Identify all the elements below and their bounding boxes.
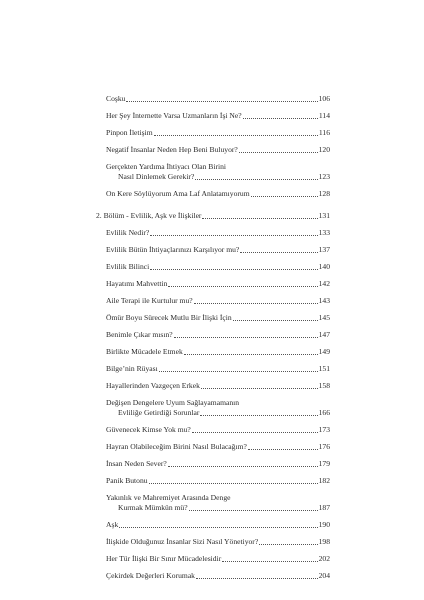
dot-leader	[222, 561, 317, 562]
dot-leader	[196, 578, 318, 579]
toc-entry	[106, 296, 330, 306]
toc-entry-page: 142	[318, 279, 330, 288]
dot-leader	[200, 415, 317, 416]
toc-entry-title: İlişkide Olduğunuz İnsanlar Sizi Nasıl Yönetiyor?	[106, 537, 259, 546]
toc-entry-title: Hayallerinden Vazgeçen Erkek	[106, 381, 200, 390]
toc-entry-page: 176	[318, 442, 330, 451]
dot-leader	[150, 269, 317, 270]
toc-entry	[106, 245, 330, 255]
toc-entry-title: Güvenecek Kimse Yok mu?	[106, 425, 191, 434]
dot-leader	[194, 303, 318, 304]
toc-entry	[106, 162, 330, 182]
toc-entry	[106, 554, 330, 564]
dot-leader	[240, 252, 317, 253]
dot-leader	[168, 466, 318, 467]
toc-entry-page: 140	[318, 262, 330, 271]
toc-entry-title: Yakınlık ve Mahremiyet Arasında Denge	[106, 493, 231, 502]
toc-entry-title: Bilge’nin Rüyası	[106, 364, 158, 373]
dot-leader	[149, 483, 318, 484]
toc-entry-page: 182	[318, 476, 330, 485]
dot-leader	[159, 371, 318, 372]
toc-entry	[106, 94, 330, 104]
toc-entry-page: 145	[318, 313, 330, 322]
toc-entry	[106, 111, 330, 121]
dot-leader	[168, 286, 317, 287]
toc-entry	[106, 493, 330, 513]
toc-entry	[106, 347, 330, 357]
dot-leader	[154, 135, 318, 136]
toc-entry-page: 187	[318, 503, 330, 512]
toc-entry-page: 158	[318, 381, 330, 390]
dot-leader	[126, 101, 317, 102]
toc-entry-page: 198	[318, 537, 330, 546]
dot-leader	[150, 235, 317, 236]
toc-entry-title: Panik Butonu	[106, 476, 148, 485]
toc-entry-title: Evlilik Bilinci	[106, 262, 150, 271]
dot-leader	[184, 354, 318, 355]
toc-entry-page: 204	[318, 571, 330, 580]
toc-entry-page: 179	[318, 459, 330, 468]
toc-entry-page: 149	[318, 347, 330, 356]
dot-leader	[259, 544, 317, 545]
toc-entry-title: Birlikte Mücadele Etmek	[106, 347, 183, 356]
toc-entry-title: Çekirdek Değerleri Korumak	[106, 571, 195, 580]
toc-entry-page: 120	[318, 145, 330, 154]
dot-leader	[248, 449, 318, 450]
toc-entry	[106, 476, 330, 486]
toc-entry	[106, 330, 330, 340]
toc-entry	[106, 571, 330, 581]
toc-entry	[106, 537, 330, 547]
toc-entry-title: Aşk	[106, 520, 119, 529]
toc-entry-page: 116	[318, 128, 330, 137]
toc-entry-page: 128	[318, 189, 330, 198]
toc-entry-page: 202	[318, 554, 330, 563]
dot-leader	[239, 152, 318, 153]
toc-entry-page: 173	[318, 425, 330, 434]
toc-entry-page: 143	[318, 296, 330, 305]
toc-entry-page: 190	[318, 520, 330, 529]
toc-entry	[106, 425, 330, 435]
toc-entry	[106, 279, 330, 289]
toc-entry-title: Değişen Dengelere Uyum Sağlayamamanın	[106, 398, 240, 407]
toc-entry	[106, 313, 330, 323]
toc-section-heading	[96, 211, 330, 221]
toc-entry-title: Pinpon İletişim	[106, 128, 153, 137]
dot-leader	[189, 510, 318, 511]
dot-leader	[119, 527, 317, 528]
section-page: 131	[318, 211, 330, 220]
toc-entry-title-cont: Evliliğe Getirdiği Sorunlar	[118, 408, 200, 417]
dot-leader	[233, 320, 318, 321]
toc-entry	[106, 398, 330, 418]
toc-entry	[106, 228, 330, 238]
toc-entry	[106, 520, 330, 530]
section-title: 2. Bölüm - Evlilik, Aşk ve İlişkiler	[96, 211, 202, 220]
toc-entry-title: Her Şey İnternette Varsa Uzmanların İşi Ne?	[106, 111, 242, 120]
toc-entry-title: Evlilik Nedir?	[106, 228, 150, 237]
toc-entry	[106, 128, 330, 138]
dot-leader	[195, 179, 317, 180]
toc-entry-page: 106	[318, 94, 330, 103]
toc-entry-title-cont: Kurmak Mümkün mü?	[118, 503, 188, 512]
toc-entry-title: Her Tür İlişki Bir Sınır Mücadelesidir	[106, 554, 222, 563]
toc-entry-title: Ömür Boyu Sürecek Mutlu Bir İlişki İçin	[106, 313, 232, 322]
toc-entry-page: 166	[318, 408, 330, 417]
dot-leader	[251, 196, 318, 197]
toc-entry	[106, 459, 330, 469]
toc-entry-page: 114	[318, 111, 330, 120]
dot-leader	[243, 118, 318, 119]
toc-entry-title: On Kere Söylüyorum Ama Laf Anlatamıyorum	[106, 189, 250, 198]
toc-entry-page: 133	[318, 228, 330, 237]
toc-entry	[106, 381, 330, 391]
dot-leader	[201, 388, 318, 389]
toc-entry-title: Hayran Olabileceğim Birini Nasıl Bulacağım?	[106, 442, 247, 451]
toc-entry-title: İnsan Neden Sever?	[106, 459, 167, 468]
toc-entry-page: 147	[318, 330, 330, 339]
toc-entry	[106, 145, 330, 155]
toc-entry-title: Negatif İnsanlar Neden Hep Beni Buluyor?	[106, 145, 238, 154]
toc-entry-title: Benimle Çıkar mısın?	[106, 330, 173, 339]
table-of-contents	[96, 94, 330, 588]
dot-leader	[174, 337, 318, 338]
dot-leader	[192, 432, 318, 433]
toc-entry-title-cont: Nasıl Dinlemek Gerekir?	[118, 172, 195, 181]
toc-entry-title: Gerçekten Yardıma İhtiyacı Olan Birini	[106, 162, 226, 171]
toc-entry-title: Evlilik Bütün İhtiyaçlarınızı Karşılıyor mu?	[106, 245, 240, 254]
dot-leader	[202, 218, 317, 219]
toc-entry-page: 151	[318, 364, 330, 373]
toc-entry-title: Hayatımı Mahvettin	[106, 279, 168, 288]
toc-entry	[106, 442, 330, 452]
toc-entry-title: Aile Terapi ile Kurtulur mu?	[106, 296, 193, 305]
toc-entry-page: 137	[318, 245, 330, 254]
toc-entry-title: Coşku	[106, 94, 126, 103]
toc-entry	[106, 364, 330, 374]
toc-entry	[106, 189, 330, 199]
toc-entry-page: 123	[318, 172, 330, 181]
toc-entry	[106, 262, 330, 272]
